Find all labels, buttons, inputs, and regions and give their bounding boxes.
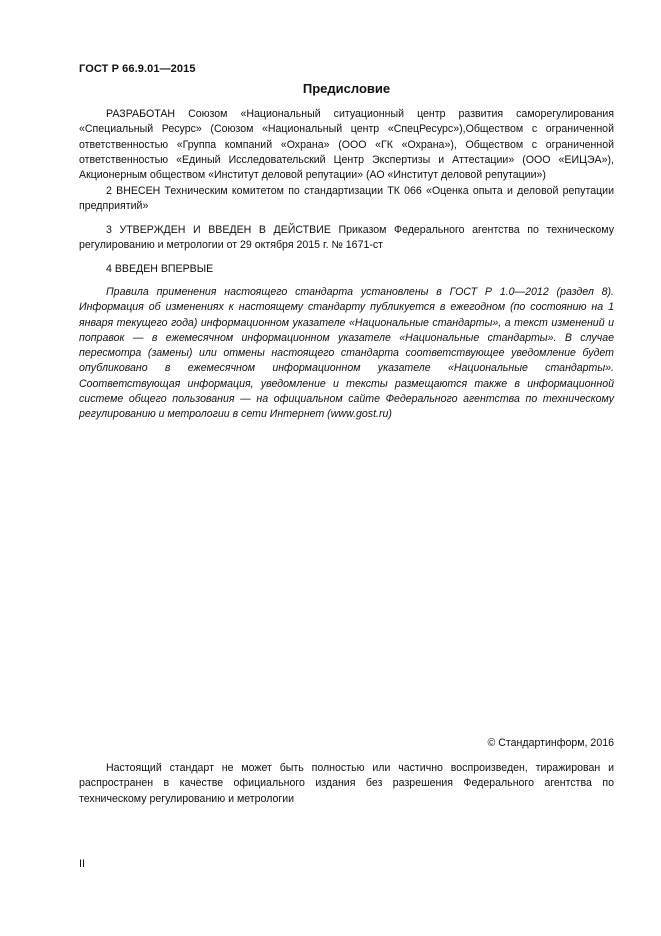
reproduction-notice: Настоящий стандарт не может быть полностью или частично воспроизведен, тиражирован и распространен в качестве официального издания без разрешения Федерального агентства по техническому регулированию и метрологии: [79, 762, 614, 805]
section-title: Предисловие: [302, 81, 391, 96]
paragraph-approved: 3 УТВЕРЖДЕН И ВВЕДЕН В ДЕЙСТВИЕ Приказом Федерального агентства по техническому регулированию и метрологии от 29 октября 2015 г. № 1671-ст: [79, 224, 614, 252]
paragraph-introduced-by: 2 ВНЕСЕН Техническим комитетом по стандартизации ТК 066 «Оценка опыта и деловой репутации предприятий»: [79, 185, 614, 213]
paragraph-rules-notice: Правила применения настоящего стандарта установлены в ГОСТ Р 1.0—2012 (раздел 8). Информация об изменениях к настоящему стандарту публикуется в ежегодном (по состоянию на 1 января текущего года) информационном указателе «Национальные стандарты», а текст изменений и поправок — в ежемесячном информационном указателе «Национальные стандарты». В случае пересмотра (замены) или отмены настоящего стандарта соответствующее уведомление будет опубликовано в ежемесячном информационном указателе «Национальные стандарты». Соответствующая информация, уведомление и тексты размещаются также в информационной системе общего пользования — на официальном сайте Федерального агентства по техническому регулированию и метрологии в сети Интернет (www.gost.ru): [79, 286, 614, 421]
paragraph-developed-by: РАЗРАБОТАН Союзом «Национальный ситуационный центр развития саморегулирования «Специальный Ресурс» (Союзом «Национальный центр «СпецРесурс»),Обществом с ограниченной ответственностью «Группа компаний «Охрана» (ООО «ГК «Охрана»), Обществом с ограниченной ответственностью «Единый Исследовательский Центр Экспертизы и Аттестации» (ООО «ЕИЦЭА»), Акционерным обществом «Институт деловой репутации» (АО «Институт деловой репутации»): [79, 108, 614, 182]
paragraph-first-introduced: 4 ВВЕДЕН ВПЕРВЫЕ: [106, 263, 214, 275]
page-number: II: [79, 858, 86, 870]
document-code: ГОСТ Р 66.9.01—2015: [79, 63, 196, 75]
copyright-line: © Стандартинформ, 2016: [487, 737, 614, 749]
